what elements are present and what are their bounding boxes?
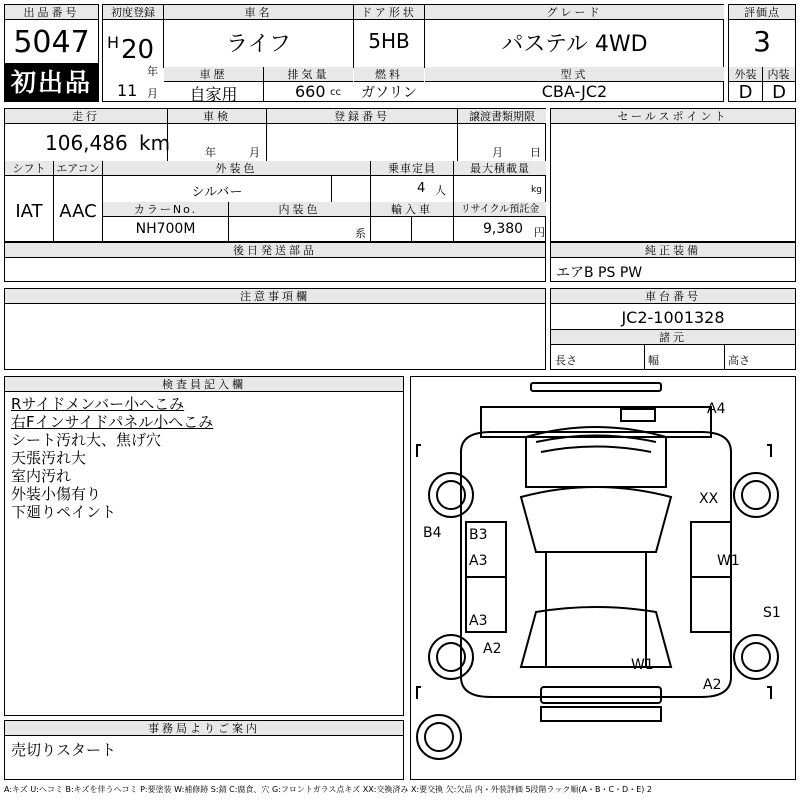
exterior-label: 外装 [729, 67, 762, 82]
mark-a3-front: A3 [469, 553, 488, 569]
shift-label: シフト [5, 161, 53, 176]
history: 自家用 [189, 85, 238, 104]
inspector-line: 下廻りペイント [11, 503, 117, 521]
score-label: 評価点 [729, 5, 795, 20]
capacity-value: 4 [417, 181, 426, 196]
mileage-value: 106,486 [45, 131, 128, 155]
inspection-label: 車検 [168, 109, 266, 124]
lot-number-label: 出品番号 [5, 5, 98, 20]
inspector-line: 右Fインサイドパネル小へこみ [11, 413, 214, 431]
reg-month: 11 [117, 81, 138, 100]
genuine-value: エアB PS PW [556, 265, 643, 281]
inspection-month: 月 [249, 146, 260, 159]
mark-b4: B4 [423, 525, 442, 541]
displacement: 660 [295, 82, 326, 101]
model-code-label: 型式 [425, 67, 724, 82]
recycle-unit: 円 [534, 226, 545, 239]
later-parts-label: 後日発送部品 [5, 243, 545, 258]
damage-legend: A:キズ U:ヘコミ B:キズを伴うヘコミ P:要塗装 W:補修跡 S:錆 C:腐食、穴 G:フロントガラス点キズ XX:交換済み X:要交換 欠:欠品 内・外装評価 5段階ラック順(A・B・C・D・E) 2 [4, 785, 653, 794]
car-name-label: 車名 [164, 5, 353, 20]
dims-label: 諸元 [551, 329, 795, 345]
model-code: CBA-JC2 [541, 82, 608, 101]
length-label: 長さ [555, 354, 577, 367]
reg-year: 20 [121, 35, 155, 65]
inspector-line: シート汚れ大、焦げ穴 [11, 431, 162, 449]
width-label: 幅 [648, 354, 659, 367]
interior-grade: D [772, 82, 786, 103]
chassis-label: 車台番号 [551, 289, 795, 304]
office-label: 事務局よりご案内 [5, 721, 403, 736]
inspector-label: 検査員記入欄 [5, 377, 403, 392]
exterior-grade: D [738, 82, 753, 103]
inspector-box [4, 376, 404, 716]
lot-number: 5047 [13, 25, 90, 60]
month-unit: 月 [147, 87, 158, 100]
recycle-label: リサイクル預託金 [454, 202, 546, 217]
chassis-number: JC2-1001328 [621, 308, 725, 327]
mark-w1-side: W1 [717, 553, 740, 569]
mileage-unit: km [139, 131, 171, 155]
spec-grid [4, 108, 546, 242]
import-label: 輸入車 [371, 202, 453, 217]
color-no-value: NH700M [135, 221, 196, 237]
recycle-value: 9,380 [483, 221, 524, 237]
car-diagram [410, 376, 796, 780]
max-load-unit: kg [531, 185, 542, 195]
inspector-line: Rサイドメンバー小へこみ [11, 395, 185, 413]
interior-label: 内装 [762, 67, 795, 82]
inspector-line: 外装小傷有り [11, 485, 102, 503]
history-label: 車歴 [164, 67, 263, 82]
mileage-label: 走行 [5, 109, 167, 124]
vehicle-header-grid [102, 4, 724, 102]
lot-number-box [4, 4, 99, 64]
office-box [4, 720, 404, 780]
inspector-line: 室内汚れ [11, 467, 72, 485]
registration-label: 登録番号 [267, 109, 457, 124]
mark-a2-left: A2 [483, 641, 502, 657]
door-type: 5HB [368, 29, 410, 53]
shift-value: IAT [15, 201, 43, 222]
height-label: 高さ [728, 354, 750, 367]
genuine-equipment-box [550, 242, 796, 282]
later-parts-box [4, 242, 546, 282]
aircon-value: AAC [59, 201, 97, 222]
mark-s1: S1 [763, 605, 781, 621]
door-label: ドア形状 [354, 5, 424, 20]
mark-b3: B3 [469, 527, 488, 543]
year-unit: 年 [147, 65, 158, 78]
inspection-year: 年 [205, 146, 216, 159]
capacity-label: 乗車定員 [371, 161, 453, 176]
chassis-box [550, 288, 796, 370]
score-box [728, 4, 796, 102]
transfer-label: 譲渡書類期限 [458, 109, 546, 124]
first-reg-label: 初度登録 [103, 5, 163, 20]
notes-label: 注意事項欄 [5, 289, 545, 304]
color-no-label: カラーNo. [103, 202, 228, 217]
mark-a2-right: A2 [703, 677, 722, 693]
transfer-day: 日 [530, 146, 541, 159]
first-listing-badge: 初出品 [4, 64, 99, 102]
mark-xx: XX [699, 491, 719, 507]
mark-a3-rear: A3 [469, 613, 488, 629]
displacement-label: 排気量 [264, 67, 353, 82]
inspector-line: 天張汚れ大 [11, 449, 87, 467]
genuine-label: 純正装備 [551, 243, 795, 258]
sales-points-box [550, 108, 796, 242]
grade: パステル 4WD [501, 32, 648, 57]
office-value: 売切りスタート [11, 741, 117, 759]
sales-points-label: セールスポイント [551, 109, 795, 124]
score: 3 [753, 25, 771, 58]
notes-box [4, 288, 546, 370]
mark-a4: A4 [707, 401, 726, 417]
mark-w1-rear: W1 [631, 657, 654, 673]
car-outline-drawing [411, 377, 795, 779]
era: H [107, 33, 120, 52]
grade-label: グレード [425, 5, 724, 20]
transfer-month: 月 [492, 146, 503, 159]
inspector-notes [11, 395, 213, 521]
max-load-label: 最大積載量 [454, 161, 546, 176]
fuel: ガソリン [361, 85, 417, 101]
displacement-unit: cc [330, 87, 341, 98]
ext-color-value: シルバー [191, 185, 243, 200]
int-color-label: 内装色 [229, 202, 370, 217]
fuel-label: 燃料 [354, 67, 424, 82]
int-color-unit: 系 [355, 227, 366, 240]
capacity-unit: 人 [435, 184, 446, 197]
car-name: ライフ [226, 32, 291, 57]
ext-color-label: 外装色 [103, 161, 370, 176]
aircon-label: エアコン [54, 161, 102, 176]
